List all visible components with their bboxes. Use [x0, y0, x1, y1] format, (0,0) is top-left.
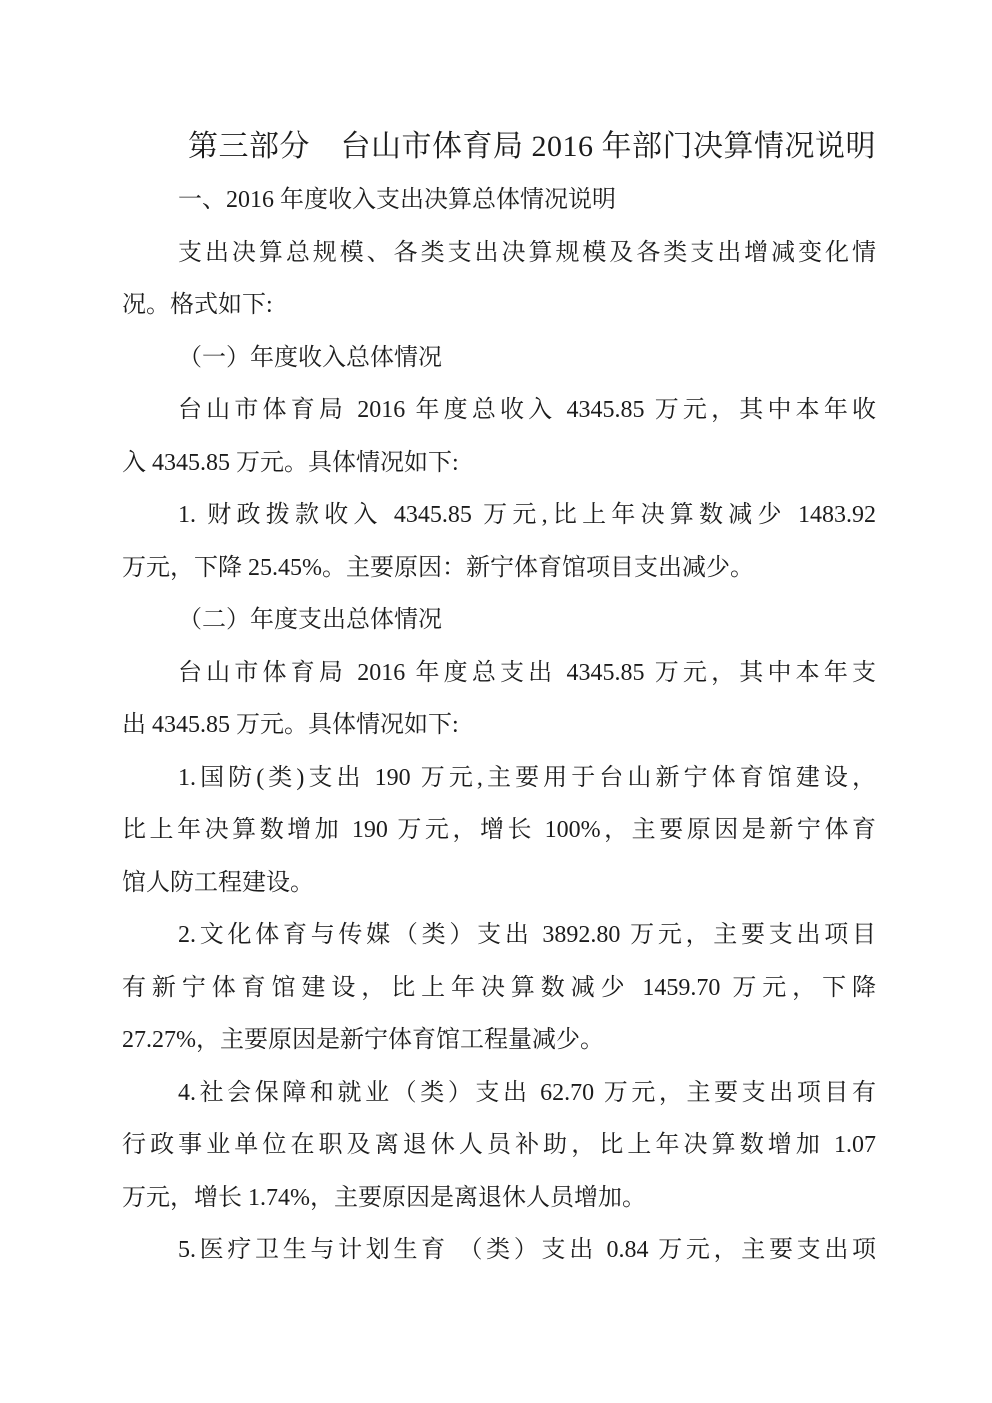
para-defense-line-3: 馆人防工程建设。: [122, 869, 314, 896]
heading-section-one: 一、2016 年度收入支出决算总体情况说明: [178, 187, 616, 213]
para-culture-sports-line-1: 2.文化体育与传媒（类）支出 3892.80 万元，主要支出项目: [178, 922, 876, 948]
para-fiscal-income-line-1: 1. 财政拨款收入 4345.85 万元,比上年决算数减少 1483.92: [178, 502, 876, 528]
para-overview-line-2: 况。格式如下:: [122, 292, 273, 318]
para-culture-sports-line-3: 27.27%，主要原因是新宁体育馆工程量减少。: [122, 1027, 604, 1053]
para-culture-sports-line-2: 有新宁体育馆建设，比上年决算数减少 1459.70 万元，下降: [122, 974, 876, 1001]
para-expenditure-line-1: 台山市体育局 2016 年度总支出 4345.85 万元，其中本年支: [178, 659, 876, 686]
para-social-security-line-1: 4.社会保障和就业（类）支出 62.70 万元，主要支出项目有: [178, 1079, 876, 1106]
para-expenditure-line-2: 出 4345.85 万元。具体情况如下:: [122, 712, 459, 738]
document-title: 第三部分 台山市体育局 2016 年部门决算情况说明: [188, 130, 876, 163]
para-fiscal-income-line-2: 万元，下降 25.45%。主要原因：新宁体育馆项目支出减少。: [122, 554, 754, 581]
para-income-line-2: 入 4345.85 万元。具体情况如下:: [122, 449, 459, 476]
para-income-line-1: 台山市体育局 2016 年度总收入 4345.85 万元，其中本年收: [178, 397, 876, 423]
para-defense-line-2: 比上年决算数增加 190 万元，增长 100%，主要原因是新宁体育: [122, 817, 876, 843]
para-overview-line-1: 支出决算总规模、各类支出决算规模及各类支出增减变化情: [178, 239, 876, 266]
para-defense-line-1: 1.国防(类)支出 190 万元,主要用于台山新宁体育馆建设，: [178, 764, 876, 791]
para-health-line-1: 5.医疗卫生与计划生育 （类）支出 0.84 万元，主要支出项: [178, 1237, 876, 1263]
para-social-security-line-3: 万元，增长 1.74%，主要原因是离退休人员增加。: [122, 1184, 646, 1211]
heading-income-overview: （一）年度收入总体情况: [178, 344, 442, 371]
heading-expenditure-overview: （二）年度支出总体情况: [178, 607, 442, 633]
para-social-security-line-2: 行政事业单位在职及离退休人员补助，比上年决算数增加 1.07: [122, 1132, 876, 1158]
